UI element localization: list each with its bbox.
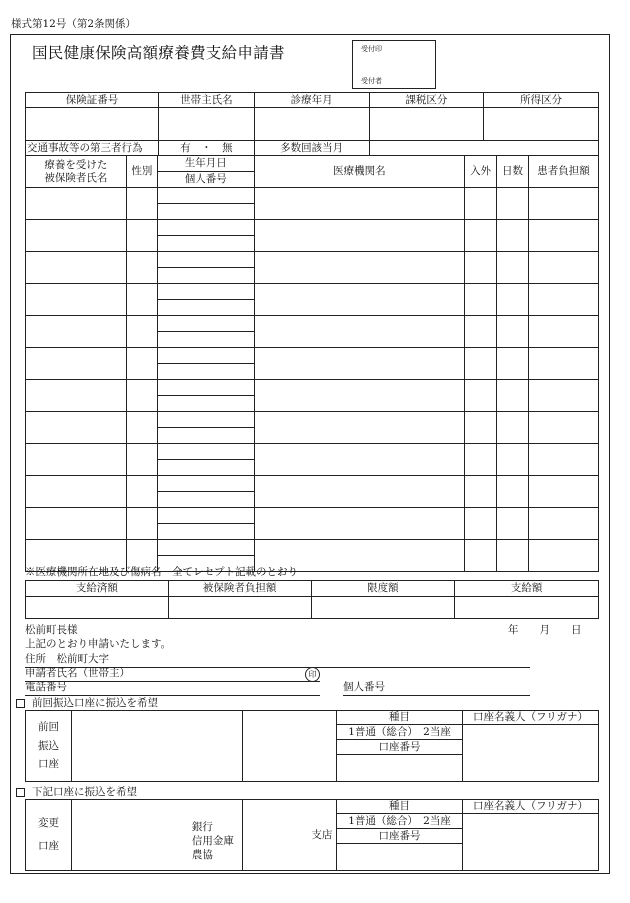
payment-field[interactable] <box>455 597 599 619</box>
sex-cell[interactable] <box>126 508 157 540</box>
prev-side-2: 振込 <box>37 739 59 752</box>
householder-field[interactable] <box>158 108 254 141</box>
sex-cell[interactable] <box>126 380 157 412</box>
birth-number-cell[interactable] <box>157 188 254 220</box>
birth-number-cell[interactable] <box>157 316 254 348</box>
days-cell[interactable] <box>497 380 529 412</box>
burden-cell[interactable] <box>529 380 599 412</box>
in-out-cell[interactable] <box>465 188 497 220</box>
days-cell[interactable] <box>497 188 529 220</box>
application-statement: 上記のとおり申請いたします。 <box>25 638 172 650</box>
institution-cell[interactable] <box>254 476 464 508</box>
new-holder-field[interactable] <box>463 814 599 871</box>
table-row <box>26 348 599 380</box>
prev-account-checkbox[interactable] <box>16 699 25 708</box>
table-row <box>26 252 599 284</box>
third-party-yes-no[interactable]: 有 ・ 無 <box>158 141 254 156</box>
limit-field[interactable] <box>311 597 455 619</box>
days-cell[interactable] <box>497 476 529 508</box>
institution-cell[interactable] <box>254 188 464 220</box>
patient-name-cell[interactable] <box>26 476 127 508</box>
birth-date-cell[interactable] <box>158 412 254 428</box>
patient-name-cell[interactable] <box>26 348 127 380</box>
new-side-1: 変更 <box>37 816 59 829</box>
reception-stamp-label: 受付印 <box>361 45 382 53</box>
summary-table <box>25 580 599 619</box>
birth-date-cell[interactable] <box>158 316 254 332</box>
burden-header: 患者負担額 <box>529 156 599 188</box>
birth-number-cell[interactable] <box>157 348 254 380</box>
header-table <box>25 92 599 156</box>
patient-name-cell[interactable] <box>26 188 127 220</box>
in-out-cell[interactable] <box>465 316 497 348</box>
new-holder-label: 口座名義人（フリガナ） <box>463 800 599 814</box>
my-number-cell[interactable] <box>158 364 254 380</box>
burden-cell[interactable] <box>529 284 599 316</box>
new-account-checkbox[interactable] <box>16 788 25 797</box>
in-out-cell[interactable] <box>465 540 497 572</box>
prev-number-label: 口座番号 <box>337 740 463 755</box>
birth-date-cell[interactable] <box>158 540 254 556</box>
days-cell[interactable] <box>497 348 529 380</box>
birth-number-cell[interactable] <box>157 412 254 444</box>
sex-cell[interactable] <box>126 188 157 220</box>
patient-name-cell[interactable] <box>26 444 127 476</box>
new-bank-field[interactable] <box>71 800 242 871</box>
in-out-header: 入外 <box>465 156 497 188</box>
multiple-month-field[interactable] <box>369 141 598 156</box>
days-cell[interactable] <box>497 252 529 284</box>
new-account-table <box>25 799 599 871</box>
birth-date-cell[interactable] <box>158 220 254 236</box>
institution-header: 医療機関名 <box>254 156 464 188</box>
table-row <box>26 476 599 508</box>
new-number-field[interactable] <box>337 844 463 871</box>
address-label: 住所 松前町大字 <box>25 653 109 665</box>
days-cell[interactable] <box>497 316 529 348</box>
burden-cell[interactable] <box>529 508 599 540</box>
page-title: 国民健康保険高額療養費支給申請書 <box>32 44 285 62</box>
birth-number-cell[interactable] <box>157 284 254 316</box>
patient-name-cell[interactable] <box>26 252 127 284</box>
application-date[interactable]: 年 月 日 <box>508 624 582 636</box>
institution-cell[interactable] <box>254 380 464 412</box>
prev-side-3: 口座 <box>37 758 59 771</box>
table-row <box>26 412 599 444</box>
header-treatment-month: 診療年月 <box>254 93 369 108</box>
my-number-cell[interactable] <box>158 524 254 540</box>
birth-number-cell[interactable] <box>157 220 254 252</box>
phone-line[interactable] <box>25 695 320 696</box>
days-cell[interactable] <box>497 540 529 572</box>
days-cell[interactable] <box>497 220 529 252</box>
days-cell[interactable] <box>497 412 529 444</box>
prev-holder-field[interactable] <box>463 725 599 782</box>
institution-cell[interactable] <box>254 220 464 252</box>
sex-cell[interactable] <box>126 476 157 508</box>
burden-cell[interactable] <box>529 444 599 476</box>
prev-type-value[interactable]: 1普通（総合） 2当座 <box>337 725 463 740</box>
birth-date-cell[interactable] <box>158 252 254 268</box>
institution-cell[interactable] <box>254 252 464 284</box>
patient-name-cell[interactable] <box>26 316 127 348</box>
days-cell[interactable] <box>497 284 529 316</box>
in-out-cell[interactable] <box>465 220 497 252</box>
patient-label-1: 療養を受けた <box>44 159 108 172</box>
sex-cell[interactable] <box>126 252 157 284</box>
my-number-cell[interactable] <box>158 300 254 316</box>
sex-cell[interactable] <box>126 284 157 316</box>
new-account-side <box>26 800 72 871</box>
detail-table <box>25 155 599 572</box>
prev-account-side <box>26 711 72 782</box>
institution-cell[interactable] <box>254 444 464 476</box>
applicant-my-number-label: 個人番号 <box>343 681 385 693</box>
new-account-option: 下記口座に振込を希望 <box>32 786 137 798</box>
burden-cell[interactable] <box>529 316 599 348</box>
prev-holder-label: 口座名義人（フリガナ） <box>463 711 599 725</box>
in-out-cell[interactable] <box>465 444 497 476</box>
institution-cell[interactable] <box>254 316 464 348</box>
birth-date-cell[interactable] <box>158 508 254 524</box>
sex-cell[interactable] <box>126 444 157 476</box>
my-number-cell[interactable] <box>158 492 254 508</box>
credit-label: 信用金庫 <box>191 835 234 847</box>
birth-number-cell[interactable] <box>157 252 254 284</box>
income-class-field[interactable] <box>484 108 599 141</box>
birth-number-header <box>157 156 254 188</box>
multiple-month-label: 多数回該当月 <box>254 141 369 156</box>
birth-number-cell[interactable] <box>157 444 254 476</box>
institution-note: ※医療機関所在地及び傷病名 全てレセプト記載のとおり <box>25 566 298 578</box>
paid-amount-field[interactable] <box>26 597 169 619</box>
reception-receiver-label: 受付者 <box>361 77 382 85</box>
birth-date-cell[interactable] <box>158 476 254 492</box>
days-cell[interactable] <box>497 444 529 476</box>
patient-label-2: 被保険者氏名 <box>44 171 108 184</box>
birth-date-cell[interactable] <box>158 188 254 204</box>
sex-header: 性別 <box>126 156 157 188</box>
my-number-cell[interactable] <box>158 236 254 252</box>
prev-side-1: 前回 <box>37 720 59 733</box>
in-out-cell[interactable] <box>465 476 497 508</box>
sex-cell[interactable] <box>126 348 157 380</box>
institution-cell[interactable] <box>254 284 464 316</box>
table-row <box>26 380 599 412</box>
insurance-number-field[interactable] <box>26 108 159 141</box>
burden-cell[interactable] <box>529 348 599 380</box>
institution-cell[interactable] <box>254 508 464 540</box>
payment-header: 支給額 <box>455 581 599 597</box>
institution-cell[interactable] <box>254 412 464 444</box>
patient-name-cell[interactable] <box>26 220 127 252</box>
phone-label: 電話番号 <box>25 681 67 693</box>
in-out-cell[interactable] <box>465 508 497 540</box>
bank-label: 銀行 <box>191 821 213 833</box>
reception-box <box>352 40 436 89</box>
sex-cell[interactable] <box>126 220 157 252</box>
my-number-cell[interactable] <box>158 396 254 412</box>
birth-number-cell[interactable] <box>157 380 254 412</box>
third-party-label: 交通事故等の第三者行為 <box>26 141 159 156</box>
burden-cell[interactable] <box>529 540 599 572</box>
applicant-line[interactable] <box>25 681 320 682</box>
in-out-cell[interactable] <box>465 284 497 316</box>
new-type-value[interactable]: 1普通（総合） 2当座 <box>337 814 463 829</box>
header-income-class: 所得区分 <box>484 93 599 108</box>
new-branch-field[interactable] <box>243 800 337 871</box>
in-out-cell[interactable] <box>465 252 497 284</box>
my-number-header: 個人番号 <box>184 173 227 186</box>
prev-number-field[interactable] <box>337 755 463 782</box>
prev-account-table <box>25 710 599 782</box>
insured-burden-field[interactable] <box>168 597 311 619</box>
table-row <box>26 220 599 252</box>
patient-name-cell[interactable] <box>26 284 127 316</box>
burden-cell[interactable] <box>529 252 599 284</box>
birth-date-cell[interactable] <box>158 348 254 364</box>
applicant-label: 申請者氏名（世帯主） <box>25 667 130 679</box>
sex-cell[interactable] <box>126 316 157 348</box>
form-number: 様式第12号（第2条関係） <box>11 18 137 30</box>
header-tax-class: 課税区分 <box>369 93 484 108</box>
birth-date-cell[interactable] <box>158 380 254 396</box>
prev-account-option: 前回振込口座に振込を希望 <box>32 697 158 709</box>
table-row <box>26 444 599 476</box>
institution-cell[interactable] <box>254 348 464 380</box>
my-number-cell[interactable] <box>158 268 254 284</box>
table-row <box>26 188 599 220</box>
table-row <box>26 284 599 316</box>
tax-class-field[interactable] <box>369 108 484 141</box>
new-number-label: 口座番号 <box>337 829 463 844</box>
patient-name-cell[interactable] <box>26 508 127 540</box>
birth-header: 生年月日 <box>158 156 254 172</box>
burden-cell[interactable] <box>529 412 599 444</box>
treatment-month-field[interactable] <box>254 108 369 141</box>
my-number-cell[interactable] <box>158 460 254 476</box>
agri-label: 農協 <box>191 849 213 861</box>
new-type-label: 種目 <box>337 800 463 814</box>
burden-cell[interactable] <box>529 220 599 252</box>
header-householder: 世帯主氏名 <box>158 93 254 108</box>
in-out-cell[interactable] <box>465 348 497 380</box>
birth-date-cell[interactable] <box>158 444 254 460</box>
birth-number-cell[interactable] <box>157 508 254 540</box>
header-insurance-number: 保険証番号 <box>26 93 159 108</box>
sex-cell[interactable] <box>126 412 157 444</box>
prev-type-label: 種目 <box>337 711 463 725</box>
my-number-cell[interactable] <box>158 204 254 220</box>
prev-branch-field[interactable] <box>243 711 337 782</box>
table-row <box>26 508 599 540</box>
seal-mark: 印 <box>305 667 320 682</box>
addressee: 松前町長様 <box>25 624 78 636</box>
prev-bank-field[interactable] <box>71 711 242 782</box>
days-cell[interactable] <box>497 508 529 540</box>
branch-label: 支店 <box>311 829 333 841</box>
new-side-2: 口座 <box>37 840 59 852</box>
birth-date-cell[interactable] <box>158 284 254 300</box>
limit-header: 限度額 <box>311 581 455 597</box>
in-out-cell[interactable] <box>465 380 497 412</box>
my-number-line[interactable] <box>343 695 530 696</box>
patient-name-header <box>26 156 127 188</box>
my-number-cell[interactable] <box>158 332 254 348</box>
insured-burden-header: 被保険者負担額 <box>168 581 311 597</box>
burden-cell[interactable] <box>529 476 599 508</box>
paid-amount-header: 支給済額 <box>26 581 169 597</box>
days-header: 日数 <box>497 156 529 188</box>
in-out-cell[interactable] <box>465 412 497 444</box>
my-number-cell[interactable] <box>158 428 254 444</box>
birth-number-cell[interactable] <box>157 476 254 508</box>
patient-name-cell[interactable] <box>26 380 127 412</box>
patient-name-cell[interactable] <box>26 412 127 444</box>
burden-cell[interactable] <box>529 188 599 220</box>
table-row <box>26 316 599 348</box>
